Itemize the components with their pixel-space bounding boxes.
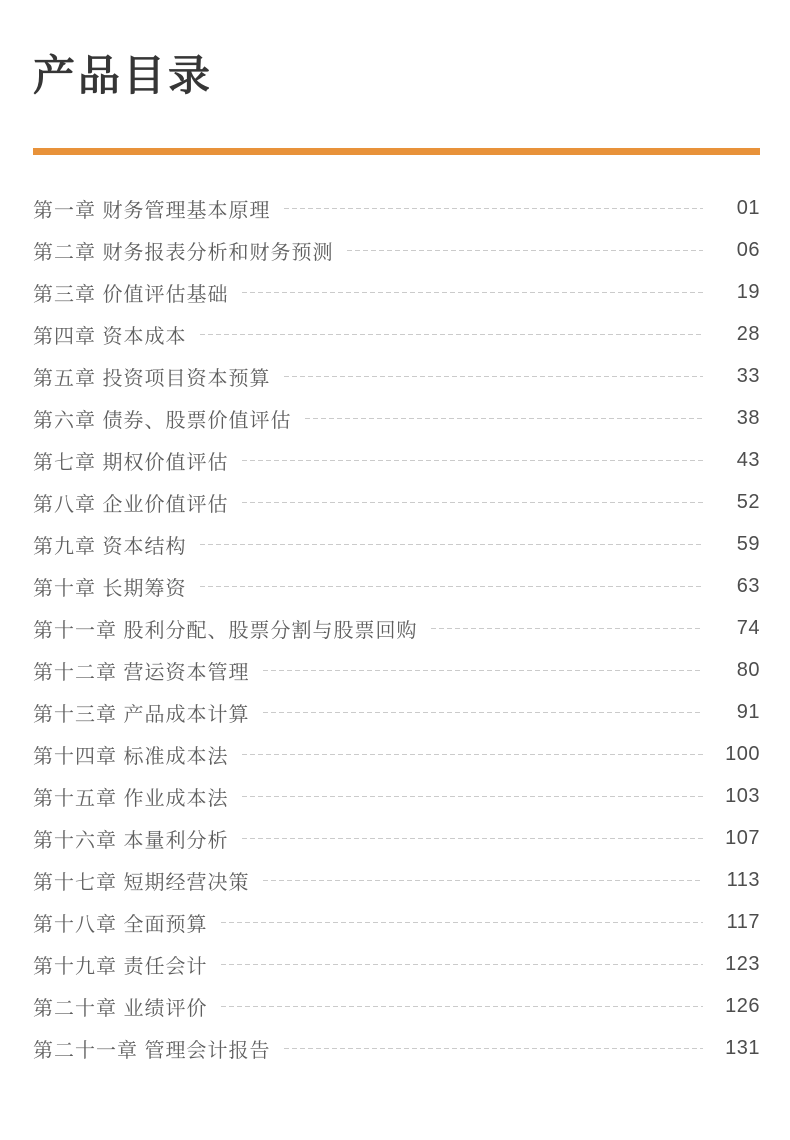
dotted-leader — [242, 292, 703, 293]
toc-entry — [33, 944, 760, 986]
dotted-leader — [200, 586, 703, 587]
toc-entry-label: 第四章 资本成本 — [33, 326, 187, 348]
toc-entry — [33, 314, 760, 356]
toc-entry-label: 第十二章 营运资本管理 — [33, 662, 250, 684]
dotted-leader — [221, 964, 703, 965]
toc-entry-label: 第十三章 产品成本计算 — [33, 704, 250, 726]
toc-entry-page-number: 123 — [725, 953, 760, 975]
toc-entry — [33, 734, 760, 776]
toc-entry — [33, 566, 760, 608]
toc-entry — [33, 356, 760, 398]
dotted-leader — [347, 250, 703, 251]
toc-entry-label: 第二十章 业绩评价 — [33, 998, 208, 1020]
toc-entry-label: 第十章 长期筹资 — [33, 578, 187, 600]
toc-entry — [33, 230, 760, 272]
toc-entry — [33, 608, 760, 650]
dotted-leader — [200, 544, 703, 545]
toc-entry-label: 第十四章 标准成本法 — [33, 746, 229, 768]
toc-entry-page-number: 103 — [725, 785, 760, 807]
toc-entry-label: 第十七章 短期经营决策 — [33, 872, 250, 894]
toc-entry-label: 第七章 期权价值评估 — [33, 452, 229, 474]
toc-entry-page-number: 100 — [725, 743, 760, 765]
dotted-leader — [221, 1006, 703, 1007]
toc-entry-label: 第十八章 全面预算 — [33, 914, 208, 936]
toc-entry — [33, 650, 760, 692]
toc-entry-label: 第三章 价值评估基础 — [33, 284, 229, 306]
toc-entry-page-number: 74 — [736, 617, 760, 639]
toc-entry-label: 第十九章 责任会计 — [33, 956, 208, 978]
toc-entry-page-number: 52 — [736, 491, 760, 513]
toc-entry-label: 第八章 企业价值评估 — [33, 494, 229, 516]
toc-entry — [33, 902, 760, 944]
toc-entry-page-number: 131 — [725, 1037, 760, 1059]
toc-entry — [33, 1028, 760, 1070]
dotted-leader — [242, 502, 703, 503]
toc-entry — [33, 188, 760, 230]
toc-entry-page-number: 91 — [736, 701, 760, 723]
toc-entry — [33, 440, 760, 482]
toc-entry-page-number: 19 — [736, 281, 760, 303]
accent-divider — [33, 148, 760, 155]
dotted-leader — [242, 838, 703, 839]
dotted-leader — [263, 670, 703, 671]
toc-entry-page-number: 06 — [736, 239, 760, 261]
dotted-leader — [242, 754, 703, 755]
toc-entry-page-number: 117 — [726, 911, 760, 933]
toc-entry — [33, 524, 760, 566]
dotted-leader — [284, 1048, 703, 1049]
toc-entry — [33, 986, 760, 1028]
toc-entry-page-number: 80 — [736, 659, 760, 681]
toc-entry-label: 第二十一章 管理会计报告 — [33, 1040, 271, 1062]
toc-entry — [33, 272, 760, 314]
toc-entry — [33, 860, 760, 902]
dotted-leader — [263, 712, 703, 713]
dotted-leader — [263, 880, 703, 881]
toc-entry-label: 第十六章 本量利分析 — [33, 830, 229, 852]
toc-entry-label: 第六章 债券、股票价值评估 — [33, 410, 292, 432]
toc-entry-page-number: 43 — [736, 449, 760, 471]
dotted-leader — [221, 922, 703, 923]
dotted-leader — [242, 460, 703, 461]
toc-entry-page-number: 38 — [736, 407, 760, 429]
toc-entry-page-number: 33 — [736, 365, 760, 387]
dotted-leader — [242, 796, 703, 797]
toc-entry — [33, 482, 760, 524]
dotted-leader — [284, 376, 703, 377]
toc-entry — [33, 398, 760, 440]
toc-entry-label: 第二章 财务报表分析和财务预测 — [33, 242, 334, 264]
toc-entry — [33, 692, 760, 734]
toc-entry-label: 第十五章 作业成本法 — [33, 788, 229, 810]
toc-entry-page-number: 126 — [725, 995, 760, 1017]
toc-entry-page-number: 107 — [725, 827, 760, 849]
dotted-leader — [284, 208, 703, 209]
toc-list — [33, 188, 760, 1070]
toc-entry-label: 第十一章 股利分配、股票分割与股票回购 — [33, 620, 418, 642]
dotted-leader — [200, 334, 703, 335]
toc-entry — [33, 818, 760, 860]
dotted-leader — [431, 628, 703, 629]
page-title: 产品目录 — [33, 52, 214, 99]
toc-entry-page-number: 01 — [736, 197, 760, 219]
toc-entry-label: 第五章 投资项目资本预算 — [33, 368, 271, 390]
toc-entry — [33, 776, 760, 818]
toc-entry-page-number: 28 — [736, 323, 760, 345]
toc-entry-label: 第九章 资本结构 — [33, 536, 187, 558]
toc-entry-label: 第一章 财务管理基本原理 — [33, 200, 271, 222]
toc-entry-page-number: 113 — [726, 869, 760, 891]
toc-entry-page-number: 59 — [736, 533, 760, 555]
toc-entry-page-number: 63 — [736, 575, 760, 597]
dotted-leader — [305, 418, 703, 419]
